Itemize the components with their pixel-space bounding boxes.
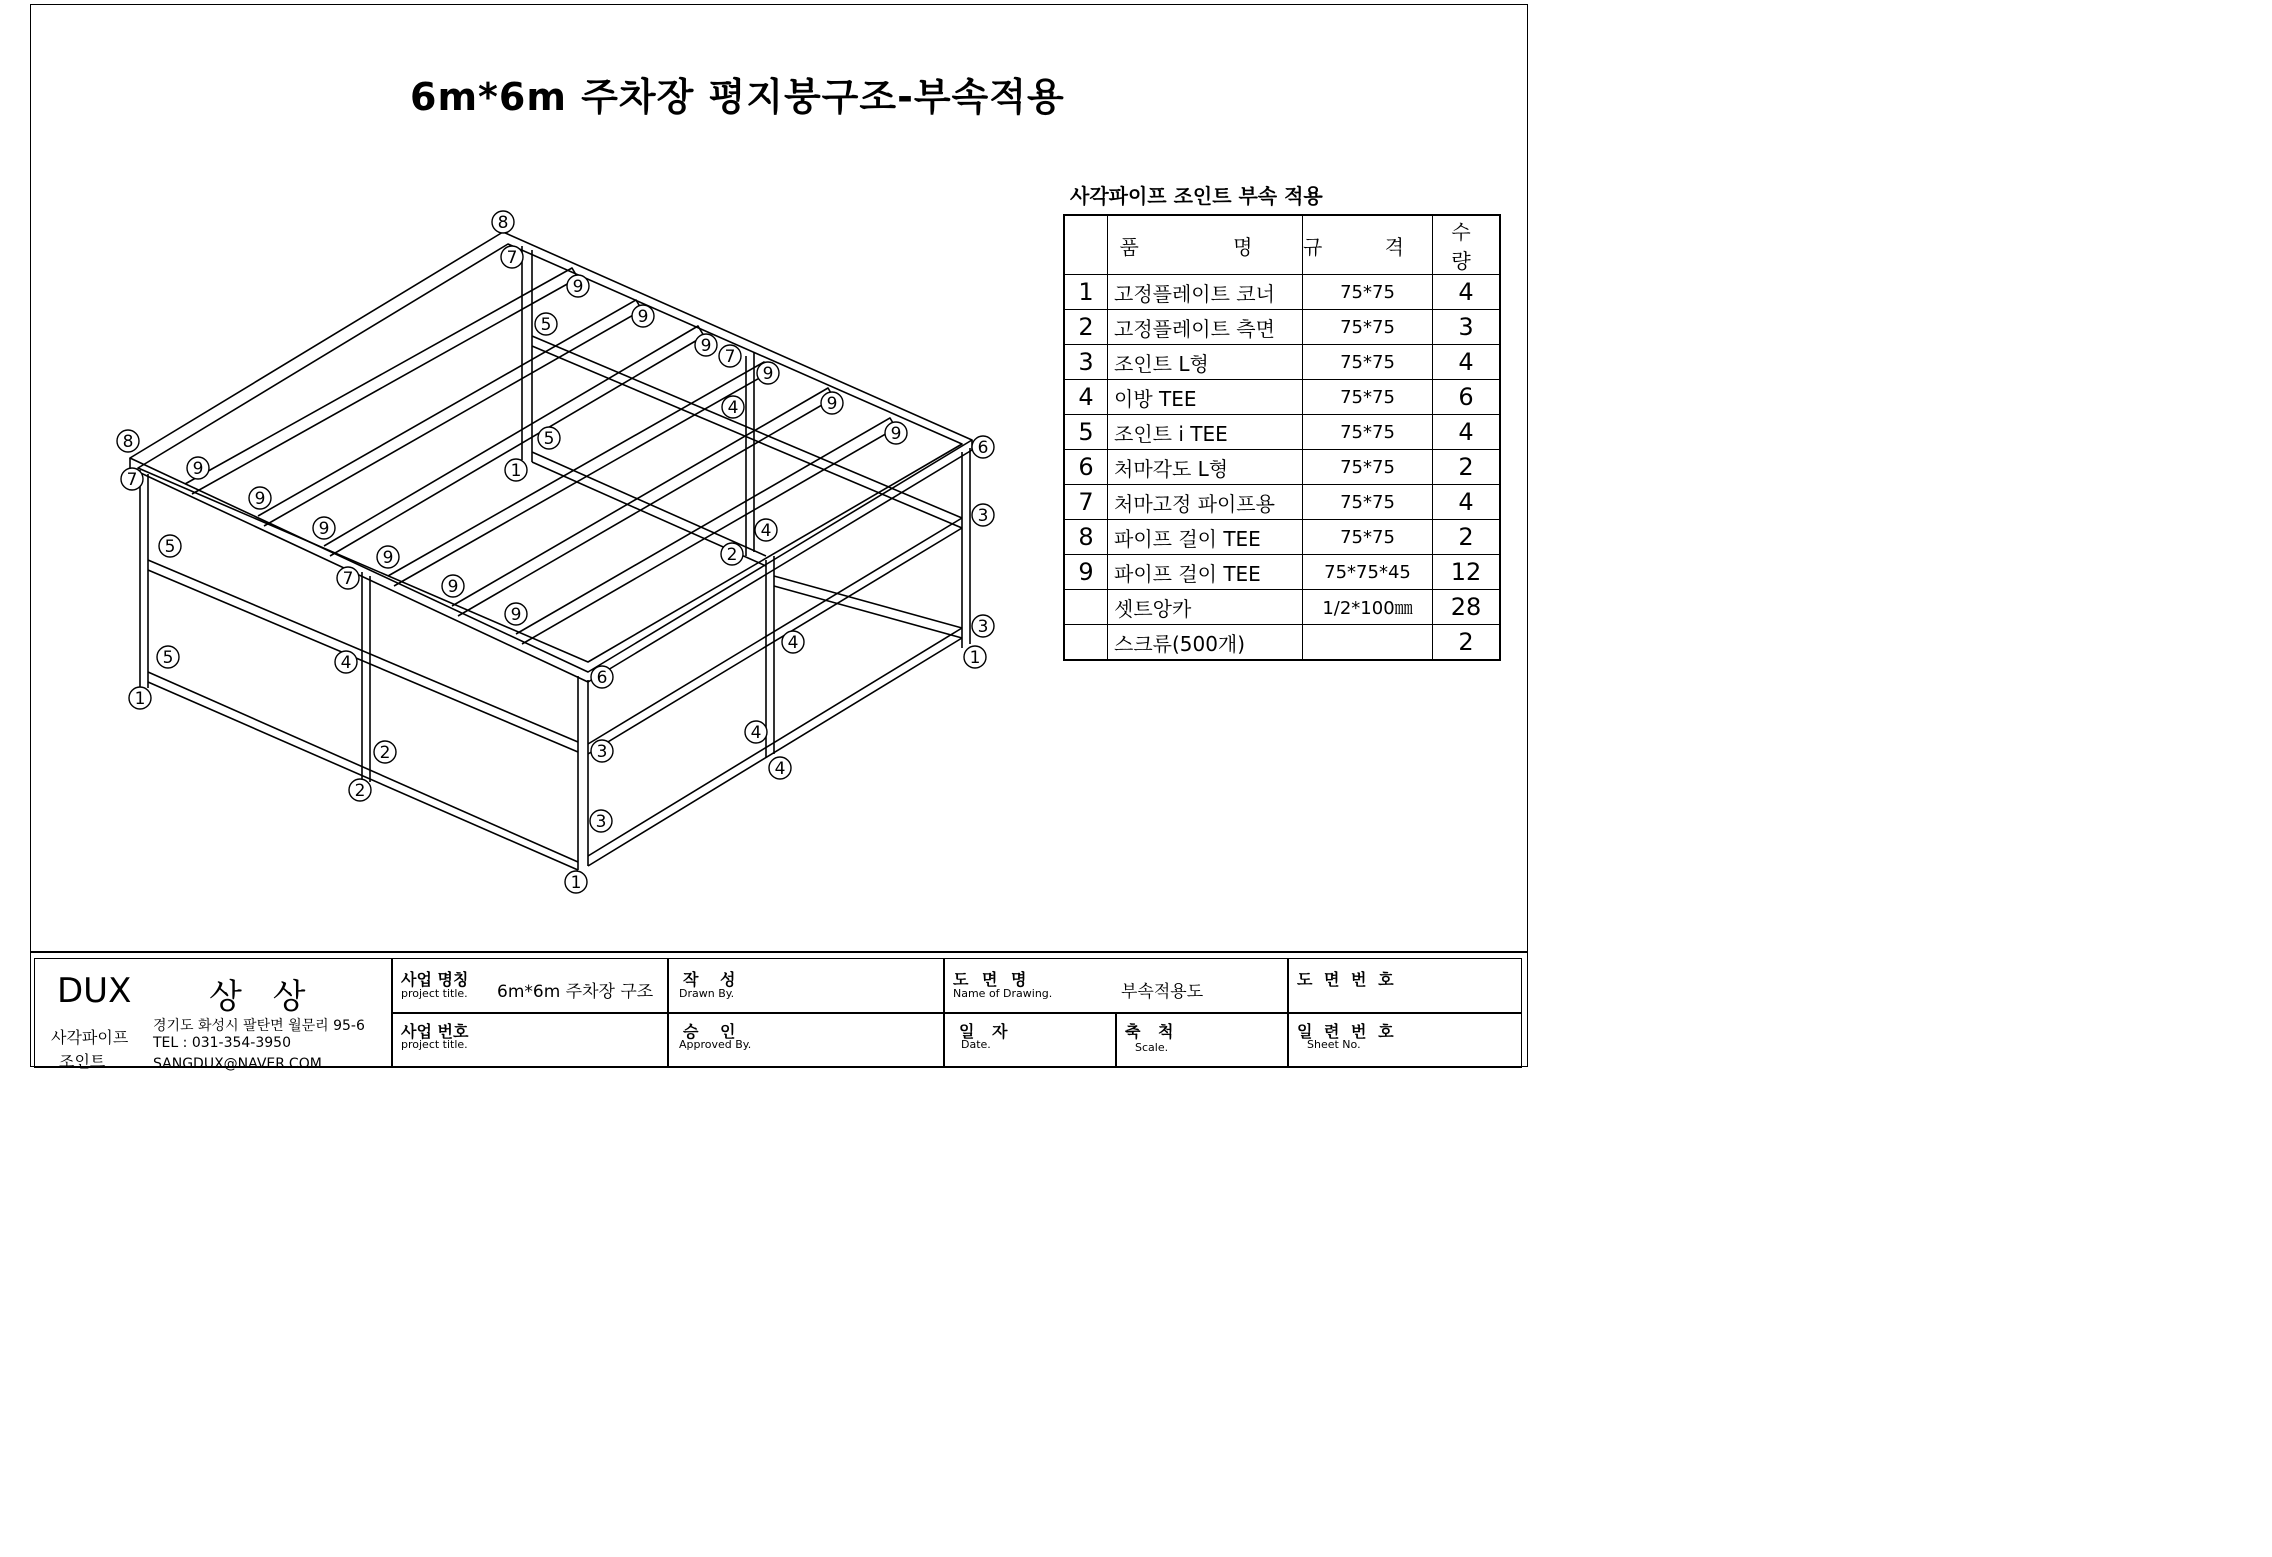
part-callout-number: 9 (382, 548, 394, 568)
drawing-name-value: 부속적용도 (1121, 982, 1204, 1002)
part-callout-number: 9 (700, 336, 712, 356)
table-row (1064, 625, 1500, 661)
page-title: 6m*6m 주차장 평지붕구조-부속적용 (410, 75, 1065, 119)
row-qty: 4 (1433, 345, 1501, 380)
row-qty: 2 (1433, 450, 1501, 485)
table-row (1064, 310, 1500, 345)
part-callout-number: 3 (595, 812, 607, 832)
table-row (1064, 450, 1500, 485)
row-name: 처마고정 파이프용 (1108, 485, 1303, 520)
row-name: 고정플레이트 측면 (1108, 310, 1303, 345)
part-callout-number: 9 (192, 459, 204, 479)
part-callout-number: 4 (787, 633, 799, 653)
scale-cell (1116, 1013, 1288, 1068)
part-callout-number: 2 (726, 545, 738, 565)
row-name: 고정플레이트 코너 (1108, 275, 1303, 310)
drawing-number-label: 도 면 번 호 (1297, 970, 1397, 989)
company-name-korean: 상 상 (209, 977, 316, 1017)
parts-table (1063, 214, 1501, 661)
project-number-cell (392, 1013, 668, 1068)
row-no: 4 (1064, 380, 1108, 415)
date-sublabel: Date. (961, 1038, 991, 1051)
company-address: 경기도 화성시 팔탄면 월문리 95-6 (153, 1018, 365, 1034)
row-spec: 75*75 (1303, 380, 1433, 415)
drawing-name-sublabel: Name of Drawing. (953, 987, 1053, 1000)
row-name: 이방 TEE (1108, 380, 1303, 415)
table-row (1064, 380, 1500, 415)
table-row (1064, 590, 1500, 625)
part-callout-number: 4 (760, 521, 772, 541)
sheet-number-sublabel: Sheet No. (1307, 1038, 1361, 1051)
part-callout-number: 9 (447, 577, 459, 597)
company-sub-line-2: 조인트 (59, 1052, 106, 1071)
part-callout-number: 2 (354, 781, 366, 801)
part-callout-number: 9 (510, 605, 522, 625)
company-email: SANGDUX@NAVER.COM (153, 1056, 322, 1072)
row-name: 파이프 걸이 TEE (1108, 520, 1303, 555)
part-callout-number: 4 (727, 398, 739, 418)
project-name-sublabel: project title. (401, 987, 468, 1000)
row-no: 6 (1064, 450, 1108, 485)
table-row (1064, 555, 1500, 590)
row-name: 스크류(500개) (1108, 625, 1303, 661)
part-callout-number: 3 (977, 506, 989, 526)
part-callout-number: 1 (134, 689, 146, 709)
part-callout-number: 3 (977, 617, 989, 637)
row-qty: 3 (1433, 310, 1501, 345)
row-spec: 75*75 (1303, 345, 1433, 380)
part-callout-number: 5 (540, 315, 552, 335)
scale-sublabel: Scale. (1135, 1041, 1169, 1054)
parts-table-header-row (1064, 215, 1500, 275)
date-label: 일 자 (959, 1022, 1014, 1041)
part-callout-number: 3 (596, 742, 608, 762)
row-qty: 28 (1433, 590, 1501, 625)
row-no: 2 (1064, 310, 1108, 345)
row-qty: 4 (1433, 415, 1501, 450)
part-callout-number: 5 (164, 537, 176, 557)
part-callout-number: 4 (774, 759, 786, 779)
table-row (1064, 520, 1500, 555)
row-no: 1 (1064, 275, 1108, 310)
row-no: 3 (1064, 345, 1108, 380)
project-number-label: 사업 번호 (401, 1022, 469, 1041)
part-callout-number: 9 (572, 277, 584, 297)
drawn-by-cell (668, 958, 944, 1013)
part-callout-number: 1 (570, 873, 582, 893)
row-no: 9 (1064, 555, 1108, 590)
row-name: 셋트앙카 (1108, 590, 1303, 625)
part-callout-number: 7 (126, 470, 138, 490)
part-callout-number: 2 (379, 743, 391, 763)
part-callout-number: 9 (318, 519, 330, 539)
row-qty: 6 (1433, 380, 1501, 415)
drawing-number-cell (1288, 958, 1522, 1013)
part-callout-number: 9 (826, 394, 838, 414)
header-name: 품 명 (1108, 215, 1303, 275)
table-row (1064, 485, 1500, 520)
part-callout-number: 6 (596, 668, 608, 688)
scale-label: 축 척 (1125, 1022, 1180, 1041)
row-qty: 12 (1433, 555, 1501, 590)
parts-table-caption: 사각파이프 조인트 부속 적용 (1070, 184, 1323, 208)
row-name: 조인트 L형 (1108, 345, 1303, 380)
part-callout-number: 6 (977, 438, 989, 458)
row-no: 8 (1064, 520, 1108, 555)
row-spec: 75*75 (1303, 275, 1433, 310)
header-no (1064, 215, 1108, 275)
date-cell (944, 1013, 1116, 1068)
approved-by-label: 승 인 (683, 1022, 744, 1041)
row-no (1064, 590, 1108, 625)
approved-by-cell (668, 1013, 944, 1068)
row-name: 파이프 걸이 TEE (1108, 555, 1303, 590)
row-spec: 75*75 (1303, 310, 1433, 345)
row-no: 7 (1064, 485, 1108, 520)
row-spec: 75*75 (1303, 520, 1433, 555)
row-no (1064, 625, 1108, 661)
part-callout-number: 9 (637, 307, 649, 327)
sheet-number-cell (1288, 1013, 1522, 1068)
part-callout-number: 7 (342, 569, 354, 589)
row-no: 5 (1064, 415, 1108, 450)
title-block (30, 951, 1528, 1072)
part-callout-number: 1 (969, 648, 981, 668)
company-sub-line-1: 사각파이프 (51, 1028, 129, 1047)
part-callout-number: 7 (506, 248, 518, 268)
row-qty: 2 (1433, 520, 1501, 555)
project-name-value: 6m*6m 주차장 구조 (497, 982, 654, 1002)
row-qty: 2 (1433, 625, 1501, 661)
part-callout-number: 7 (724, 347, 736, 367)
row-name: 조인트 i TEE (1108, 415, 1303, 450)
project-name-label: 사업 명칭 (401, 970, 469, 989)
part-callout-number: 9 (762, 364, 774, 384)
row-spec: 75*75 (1303, 485, 1433, 520)
part-callout-number: 4 (750, 723, 762, 743)
row-spec: 1/2*100㎜ (1303, 590, 1433, 625)
header-qty: 수 량 (1433, 215, 1501, 275)
part-callout-number: 8 (497, 213, 509, 233)
company-logo-text: DUX (57, 971, 132, 1011)
row-qty: 4 (1433, 275, 1501, 310)
row-spec: 75*75 (1303, 450, 1433, 485)
header-spec: 규 격 (1303, 215, 1433, 275)
drawing-name-label: 도 면 명 (953, 970, 1031, 989)
table-row (1064, 275, 1500, 310)
part-callout-number: 5 (162, 648, 174, 668)
part-callout-number: 1 (510, 461, 522, 481)
row-name: 처마각도 L형 (1108, 450, 1303, 485)
sheet-number-label: 일 련 번 호 (1297, 1022, 1397, 1041)
part-callout-number: 9 (254, 489, 266, 509)
row-spec: 75*75*45 (1303, 555, 1433, 590)
company-cell (34, 958, 392, 1072)
row-qty: 4 (1433, 485, 1501, 520)
project-number-sublabel: project title. (401, 1038, 468, 1051)
drawn-by-label: 작 성 (683, 970, 744, 989)
table-row (1064, 415, 1500, 450)
table-row (1064, 345, 1500, 380)
project-name-cell (392, 958, 668, 1013)
part-callout-number: 5 (543, 429, 555, 449)
row-spec (1303, 625, 1433, 661)
company-tel: TEL : 031-354-3950 (153, 1035, 291, 1051)
row-spec: 75*75 (1303, 415, 1433, 450)
drawing-name-cell (944, 958, 1288, 1013)
part-callout-number: 4 (340, 653, 352, 673)
drawn-by-sublabel: Drawn By. (679, 987, 735, 1000)
part-callout-number: 8 (122, 432, 134, 452)
approved-by-sublabel: Approved By. (679, 1038, 752, 1051)
part-callout-number: 9 (890, 424, 902, 444)
